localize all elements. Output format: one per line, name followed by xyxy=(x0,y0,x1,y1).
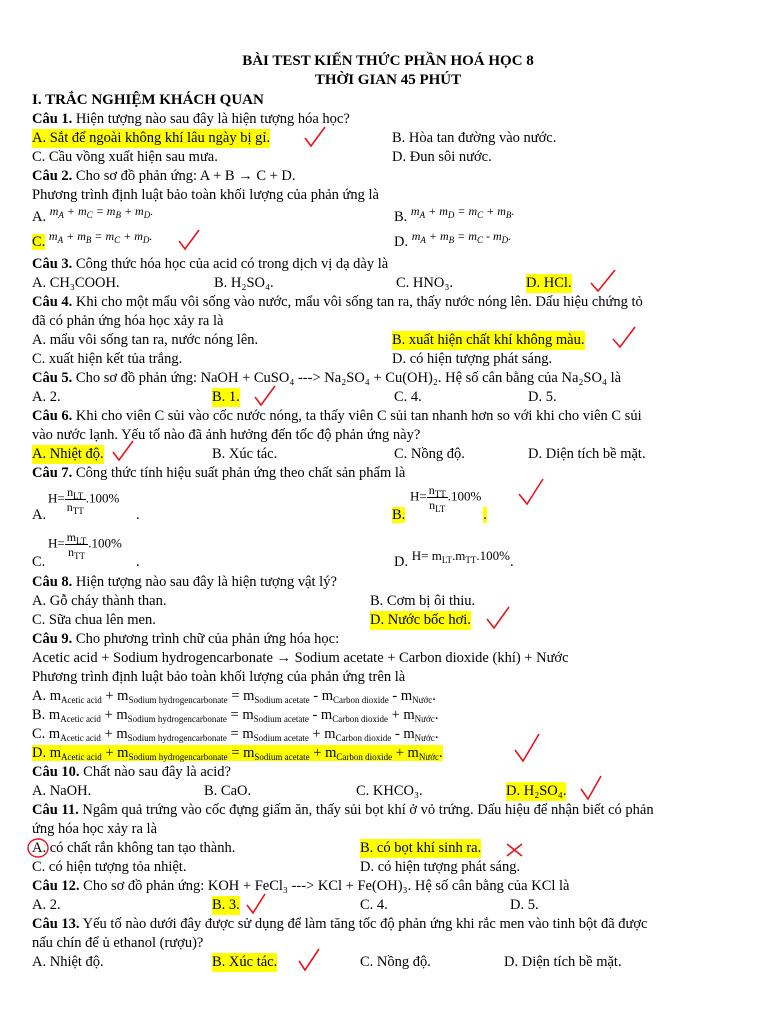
check-mark-icon xyxy=(296,947,322,973)
q2-option-d[interactable]: D. $^{m_A + m_B = m_C - m_D.}$ xyxy=(394,229,512,250)
q8-option-c[interactable]: C. Sữa chua lên men. xyxy=(32,612,156,628)
q11-option-a[interactable]: A. có chất rắn không tan tạo thành. xyxy=(32,840,236,856)
q11-option-c[interactable]: C. có hiện tượng tỏa nhiệt. xyxy=(32,859,187,875)
q1-option-b[interactable]: B. Hòa tan đường vào nước. xyxy=(392,130,557,146)
check-mark-icon xyxy=(252,384,278,408)
check-mark-icon xyxy=(578,774,604,802)
q3-option-d[interactable]: D. HCl. xyxy=(526,275,572,291)
question-9-stem: Phương trình định luật bảo toàn khối lượng của phản ứng trên là xyxy=(32,669,406,685)
question-1: Câu 1. Hiện tượng nào sau đây là hiện tượng hóa học? xyxy=(32,111,350,127)
q7-formula-a: H= $\frac{n_{LT}}{n_{TT}}$ .100% xyxy=(48,485,120,516)
q10-option-b[interactable]: B. CaO. xyxy=(204,783,252,799)
exam-duration: THỜI GIAN 45 PHÚT xyxy=(314,72,462,88)
q2-option-c[interactable]: C. $^{m_A + m_B = m_C + m_D.}$ xyxy=(32,229,153,250)
check-mark-icon xyxy=(512,732,542,764)
q13-option-d[interactable]: D. Diện tích bề mặt. xyxy=(504,954,622,970)
q5-option-a[interactable]: A. 2. xyxy=(32,389,61,405)
check-mark-icon xyxy=(516,477,546,507)
question-6: Câu 6. Khi cho viên C sủi vào cốc nước nóng, ta thấy viên C sủi tan nhanh hơn so với khi cho viên C sủi xyxy=(32,408,642,424)
q1-option-d[interactable]: D. Đun sôi nước. xyxy=(392,149,492,165)
section-heading: I. TRẮC NGHIỆM KHÁCH QUAN xyxy=(32,92,264,108)
question-5: Câu 5. Cho sơ đồ phản ứng: NaOH + CuSO₄ ---> Na₂SO₄ + Cu(OH)₂. Hệ số cân bằng của Na₂SO₄ là xyxy=(32,370,622,386)
q2-option-a[interactable]: A. $^{m_A + m_C = m_B + m_D.}$ xyxy=(32,204,154,225)
q3-option-a[interactable]: A. CH₃COOH. xyxy=(32,275,120,291)
q7-option-c[interactable]: C. xyxy=(32,554,46,570)
check-mark-icon xyxy=(176,228,202,252)
q7-option-b[interactable]: B. . xyxy=(392,507,487,523)
q1-option-c[interactable]: C. Cầu vồng xuất hiện sau mưa. xyxy=(32,149,218,165)
question-9: Câu 9. Cho phương trình chữ của phản ứng hóa học: xyxy=(32,631,340,647)
question-2: Câu 2. Cho sơ đồ phản ứng: A + B → C + D. xyxy=(32,168,296,184)
q9-option-a-render[interactable]: A. $m_{Acetic acid} + m_{Sodium hydrogencarbonate} = m_{Sodium acetate} - m_{Carbon dioxide} - m_{Nước}$. xyxy=(32,688,436,705)
q9-option-b-render[interactable]: B. $m_{Acetic acid} + m_{Sodium hydrogencarbonate} = m_{Sodium acetate} - m_{Carbon dioxide} + m_{Nước}$. xyxy=(32,707,439,724)
q12-option-d[interactable]: D. 5. xyxy=(510,897,539,913)
check-mark-icon xyxy=(110,439,136,463)
q7-formula-c: H= $\frac{m_{LT}}{n_{TT}}$ .100% xyxy=(48,530,122,561)
q3-option-c[interactable]: C. HNO₃. xyxy=(396,275,454,291)
q8-option-b[interactable]: B. Cơm bị ôi thiu. xyxy=(370,593,476,609)
q8-option-a[interactable]: A. Gỗ cháy thành than. xyxy=(32,593,167,609)
q6-option-a[interactable]: A. Nhiệt độ. xyxy=(32,446,104,462)
q10-option-c[interactable]: C. KHCO₃. xyxy=(356,783,423,799)
question-8: Câu 8. Hiện tượng nào sau đây là hiện tượng vật lý? xyxy=(32,574,337,590)
question-10: Câu 10. Chất nào sau đây là acid? xyxy=(32,764,231,780)
q11-option-b[interactable]: B. có bọt khí sinh ra. xyxy=(360,840,482,856)
question-12: Câu 12. Cho sơ đồ phản ứng: KOH + FeCl₃ ---> KCl + Fe(OH)₃. Hệ số cân bằng của KCl là xyxy=(32,878,570,894)
question-9-equation: Acetic acid + Sodium hydrogencarbonate → Sodium acetate + Carbon dioxide (khí) + Nước xyxy=(32,650,569,666)
question-4: Câu 4. Khi cho một mẩu vôi sống vào nước, mẩu vôi sống tan ra, thấy nước nóng lên. Dấu hiệu chứng tỏ xyxy=(32,294,643,310)
check-mark-icon xyxy=(484,605,512,631)
question-11: Câu 11. Ngâm quả trứng vào cốc đựng giấm ăn, thấy sủi bọt khí ở vỏ trứng. Dấu hiệu để nhận biết có phản xyxy=(32,802,654,818)
question-6-stem: vào nước lạnh. Yếu tố nào đã ảnh hưởng đến tốc độ phản ứng này? xyxy=(32,427,421,443)
q6-option-c[interactable]: C. Nồng độ. xyxy=(394,446,465,462)
question-11-stem: ứng hóa học xảy ra là xyxy=(32,821,158,837)
check-mark-icon xyxy=(302,125,328,149)
q6-option-b[interactable]: B. Xúc tác. xyxy=(212,446,278,462)
q5-option-d[interactable]: D. 5. xyxy=(528,389,557,405)
q12-option-c[interactable]: C. 4. xyxy=(360,897,388,913)
check-mark-icon xyxy=(244,892,268,916)
q10-option-a[interactable]: A. NaOH. xyxy=(32,783,92,799)
q9-option-c-render[interactable]: C. $m_{Acetic acid} + m_{Sodium hydrogencarbonate} = m_{Sodium acetate} + m_{Carbon dioxide} - m_{Nước}$. xyxy=(32,726,439,743)
q8-option-d[interactable]: D. Nước bốc hơi. xyxy=(370,612,471,628)
q3-option-b[interactable]: B. H₂SO₄. xyxy=(214,275,274,291)
cross-mark-icon xyxy=(504,841,526,859)
check-mark-icon xyxy=(588,268,618,294)
q9-option-d-render[interactable]: D. $m_{Acetic acid} + m_{Sodium hydrogencarbonate} = m_{Sodium acetate} + m_{Carbon dioxide} + m_{Nước}$. xyxy=(32,745,443,762)
q4-option-c[interactable]: C. xuất hiện kết tủa trắng. xyxy=(32,351,183,367)
q1-option-a[interactable]: A. Sắt để ngoài không khí lâu ngày bị gỉ. xyxy=(32,130,271,146)
q10-option-d[interactable]: D. H₂SO₄. xyxy=(506,783,567,799)
q4-option-a[interactable]: A. mẩu vôi sống tan ra, nước nóng lên. xyxy=(32,332,259,348)
question-13: Câu 13. Yếu tố nào dưới đây được sử dụng để làm tăng tốc độ phản ứng khi rắc men vào tinh bột đã được xyxy=(32,916,648,932)
q11-option-d[interactable]: D. có hiện tượng phát sáng. xyxy=(360,859,521,875)
q7-option-a[interactable]: A. xyxy=(32,507,47,523)
q6-option-d[interactable]: D. Diện tích bề mặt. xyxy=(528,446,646,462)
q5-option-c[interactable]: C. 4. xyxy=(394,389,422,405)
q13-option-c[interactable]: C. Nồng độ. xyxy=(360,954,431,970)
q12-option-a[interactable]: A. 2. xyxy=(32,897,61,913)
q7-formula-b: H= $\frac{n_{TT}}{n_{LT}}$ .100% xyxy=(410,483,482,514)
q7-option-d[interactable]: D. $H= m_{LT}.m_{TT}.100\%$. xyxy=(394,548,514,570)
question-7: Câu 7. Công thức tính hiệu suất phản ứng theo chất sản phẩm là xyxy=(32,465,406,481)
check-mark-icon xyxy=(610,325,638,351)
q13-option-a[interactable]: A. Nhiệt độ. xyxy=(32,954,104,970)
q2-option-b[interactable]: B. $^{m_A + m_D = m_C + m_B.}$ xyxy=(394,204,515,225)
question-4-stem: đã có phản ứng hóa học xảy ra là xyxy=(32,313,224,329)
q12-option-b[interactable]: B. 3. xyxy=(212,897,240,913)
question-3: Câu 3. Công thức hóa học của acid có trong dịch vị dạ dày là xyxy=(32,256,389,272)
question-13-stem: nấu chín để ủ ethanol (rượu)? xyxy=(32,935,204,951)
question-2-stem: Phương trình định luật bảo toàn khối lượng của phản ứng là xyxy=(32,187,379,203)
exam-title: BÀI TEST KIẾN THỨC PHẦN HOÁ HỌC 8 xyxy=(242,53,534,69)
exam-page: BÀI TEST KIẾN THỨC PHẦN HOÁ HỌC 8 THỜI GIAN 45 PHÚT I. TRẮC NGHIỆM KHÁCH QUAN Câu 1. Hiện tượng nào sau đây là hiện tượng hóa học? A. Sắt để ngoài không khí lâu ngày bị gỉ. B. Hòa tan đường vào nước. C. Cầu vồng xuất hiện sau mưa. D. Đun sôi nước. Câu 2. Cho sơ đồ phản ứng: A + B → C + D. Phương trình định luật bảo toàn khối lượng của phản ứng là A. $^{m_A + m_C = m_B + m_D.}$ B. $^{m_A + m_D = m_C + m_B.}$ C. $^{m_A + m_B = m_C + m_D.}$ D. $^{m_A + m_B = m_C - m_D.}$ Câu 3. Công thức hóa học của acid có trong dịch vị dạ dày là A. CH₃COOH. B. H₂SO₄. C. HNO₃. D. HCl. Câu 4. Khi cho một mẩu vôi sống vào nước, mẩu vôi sống tan ra, thấy nước nóng lên. Dấu hiệu chứng tỏ đã có phản ứng hóa học xảy ra là A. mẩu vôi sống tan ra, nước nóng lên. B. xuất hiện chất khí không màu. C. xuất hiện kết tủa trắng. D. có hiện tượng phát sáng. Câu 5. Cho sơ đồ phản ứng: NaOH + CuSO₄ ---> Na₂SO₄ + Cu(OH)₂. Hệ số cân bằng của Na₂SO₄ là A. 2. B. 1. C. 4. D. 5. Câu 6. Khi cho viên C sủi vào cốc nước nóng, ta thấy viên C sủi tan nhanh hơn so với khi cho viên C sủi vào nước lạnh. Yếu tố nào đã ảnh hưởng đến tốc độ phản ứng này? A. Nhiệt độ. B. Xúc tác. C. Nồng độ. D. Diện tích bề mặt. Câu 7. Công thức tính hiệu suất phản ứng theo chất sản phẩm là H= $\frac{n_{LT}}{n_{TT}}$ .100% A. . H= $\frac{n_{TT}}{n_{LT}}$ .100% B. . H= $\frac{m_{LT}}{n_{TT}}$ .100% C. . D. $H= m_{LT}.m_{TT}.100\%$. Câu 8. Hiện tượng nào sau đây là hiện tượng vật lý? A. Gỗ cháy thành than. B. Cơm bị ôi thiu. C. Sữa chua lên men. D. Nước bốc hơi. Câu 9. Cho phương trình chữ của phản ứng hóa học: Acetic acid + Sodium hydrogencarbonate → Sodium acetate + Carbon dioxide (khí) + Nước Phương trình định luật bảo toàn khối lượng của phản ứng trên là A. $m_{Acetic acid} + m_{Sodium hydrogencarbonate} = m_{Sodium acetate} - m_{Carbon dioxide} - m_{Nước}$. B. $m_{Acetic acid} + m_{Sodium hydrogencarbonate} = m_{Sodium acetate} - m_{Carbon dioxide} + m_{Nước}$. C. $m_{Acetic acid} + m_{Sodium hydrogencarbonate} = m_{Sodium acetate} + m_{Carbon dioxide} - m_{Nước}$. D. $m_{Acetic acid} + m_{Sodium hydrogencarbonate} = m_{Sodium acetate} + m_{Carbon dioxide} + m_{Nước}$. Câu 10. Chất nào sau đây là acid? A. NaOH. B. CaO. C. KHCO₃. D. H₂SO₄. Câu 11. Ngâm quả trứng vào cốc đựng giấm ăn, thấy sủi bọt khí ở vỏ trứng. Dấu hiệu để nhận biết có phản ứng hóa học xảy ra là A. có chất rắn không tan tạo thành. B. có bọt khí sinh ra. C. có hiện tượng tỏa nhiệt. D. có hiện tượng phát sáng. Câu 12. Cho sơ đồ phản ứng: KOH + FeCl₃ ---> KCl + Fe(OH)₃. Hệ số cân bằng của KCl là A. 2. B. 3. C. 4. D. 5. Câu 13. Yếu tố nào dưới đây được sử dụng để làm tăng tốc độ phản ứng khi rắc men vào tinh bột đã được nấu chín để ủ ethanol (rượu)? A. Nhiệt độ. B. Xúc tác. C. Nồng độ. D. Diện tích bề mặt. xyxy=(32,52,744,972)
q4-option-d[interactable]: D. có hiện tượng phát sáng. xyxy=(392,351,553,367)
q5-option-b[interactable]: B. 1. xyxy=(212,389,240,405)
q4-option-b[interactable]: B. xuất hiện chất khí không màu. xyxy=(392,332,585,348)
q13-option-b[interactable]: B. Xúc tác. xyxy=(212,954,278,970)
